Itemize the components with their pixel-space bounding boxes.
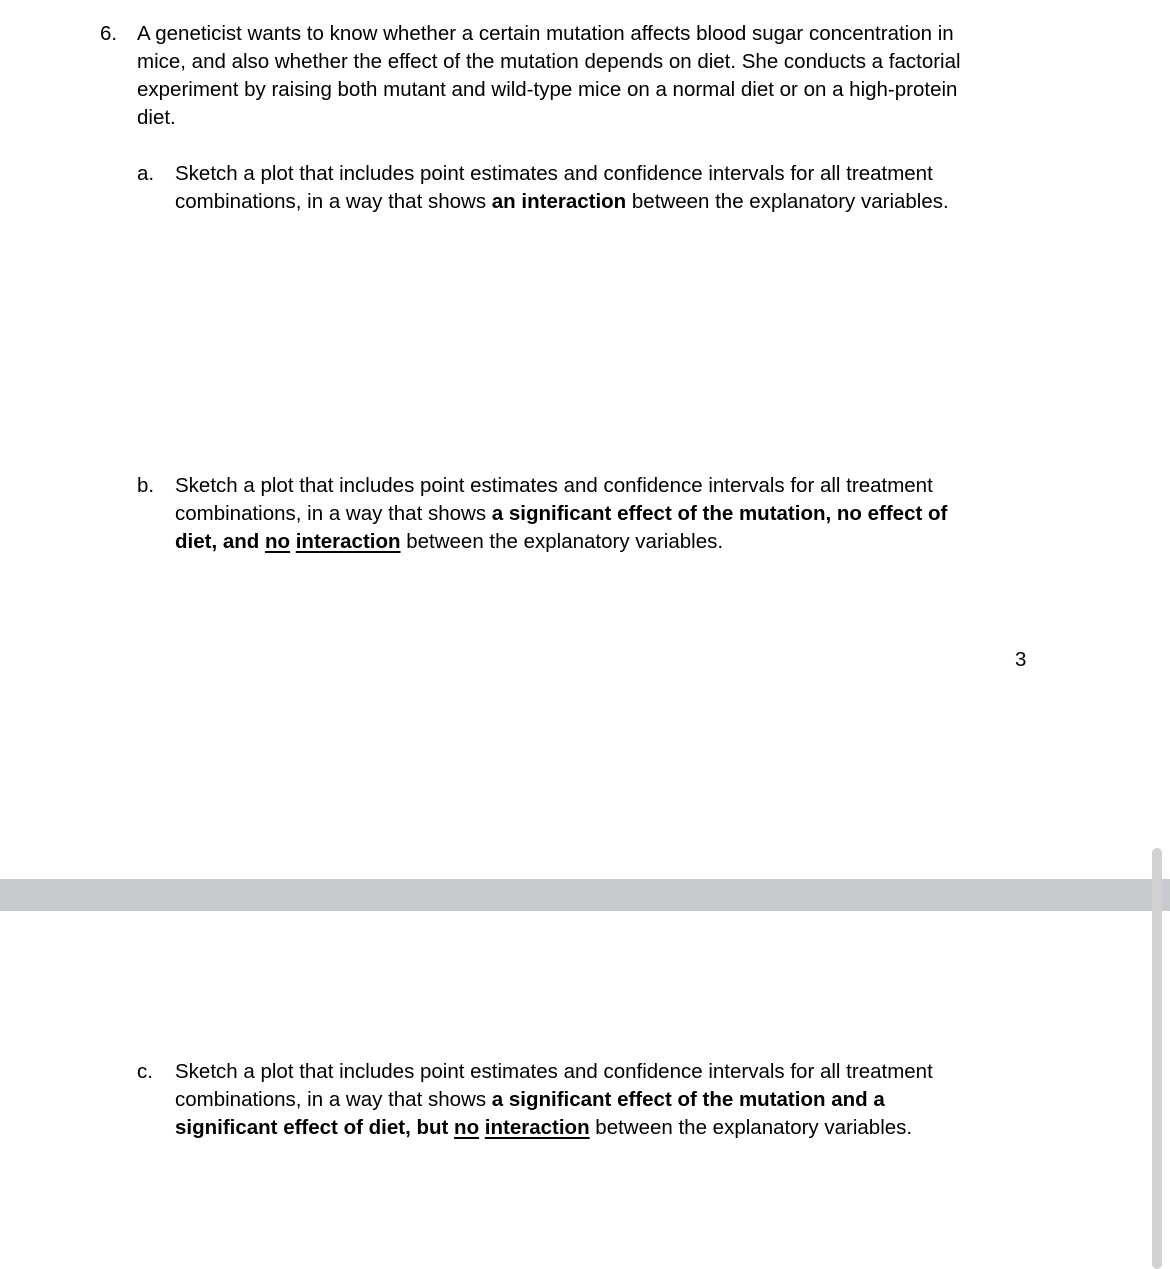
question-line: A geneticist wants to know whether a certain mutation affects blood sugar concentration in (137, 22, 954, 45)
part-b-text-segment: combinations, in a way that shows (175, 502, 492, 525)
question-line: diet. (137, 106, 176, 129)
question-number: 6. (100, 22, 118, 45)
part-b-underlined-emphasis: interaction (295, 530, 401, 553)
part-c-text-segment: between the explanatory variables. (589, 1116, 913, 1139)
part-c-text (175, 1058, 933, 1142)
part-c-line (175, 1086, 933, 1114)
part-a-label: a. (137, 162, 155, 185)
part-b-underlined-emphasis: no (264, 530, 291, 553)
part-b-text-segment: between the explanatory variables. (400, 530, 724, 553)
part-b-label: b. (137, 474, 155, 497)
part-b-line (175, 528, 947, 556)
part-b-emphasis: a significant effect of the mutation, no effect of (491, 502, 948, 525)
question-line: mice, and also whether the effect of the mutation depends on diet. She conducts a factorial (137, 50, 961, 73)
question-line: experiment by raising both mutant and wild-type mice on a normal diet or on a high-protein (137, 78, 958, 101)
part-c-text-segment: combinations, in a way that shows (175, 1088, 492, 1111)
part-a-text (175, 160, 949, 216)
part-a-line (175, 188, 949, 216)
part-c-line (175, 1114, 933, 1142)
part-a-text-segment: combinations, in a way that shows (175, 190, 492, 213)
page-number: 3 (1015, 648, 1027, 671)
scrollbar-thumb[interactable] (1152, 848, 1162, 1269)
part-a-line: Sketch a plot that includes point estimates and confidence intervals for all treatment (175, 162, 933, 185)
part-c-emphasis: a significant effect of the mutation and a (491, 1088, 885, 1111)
part-b-emphasis: diet, and (175, 530, 265, 553)
part-c-emphasis: significant effect of diet, but (175, 1116, 455, 1139)
part-a-emphasis: an interaction (491, 190, 627, 213)
question-text (137, 20, 961, 132)
part-b-line: Sketch a plot that includes point estimates and confidence intervals for all treatment (175, 474, 933, 497)
part-b-text (175, 472, 947, 556)
part-c-label: c. (137, 1060, 153, 1083)
part-a-text-segment: between the explanatory variables. (626, 190, 949, 213)
part-c-underlined-emphasis: no (454, 1116, 480, 1139)
part-c-underlined-emphasis: interaction (484, 1116, 590, 1139)
part-c-line: Sketch a plot that includes point estimates and confidence intervals for all treatment (175, 1060, 933, 1083)
part-b-line (175, 500, 947, 528)
page-separator (0, 879, 1170, 911)
